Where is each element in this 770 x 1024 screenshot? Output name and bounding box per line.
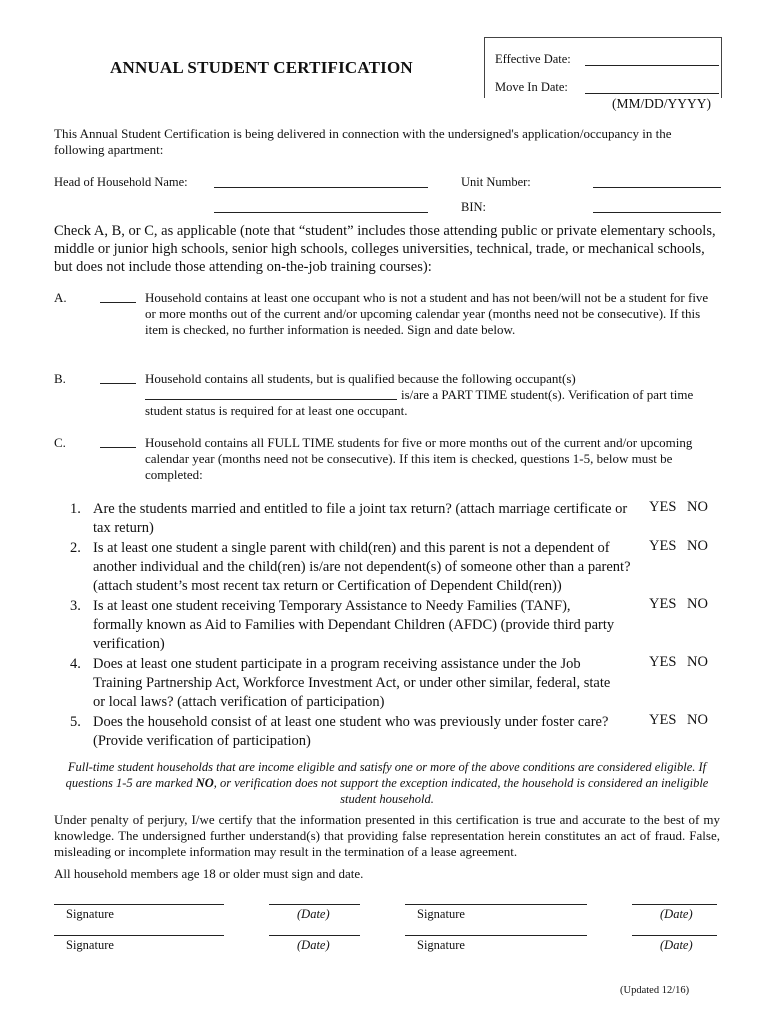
option-c-letter: C. [54, 435, 66, 450]
option-b-letter: B. [54, 371, 66, 386]
intro-text: This Annual Student Certification is being delivered in connection with the undersigned's application/occupancy in the following apartment: [54, 126, 672, 157]
bin-label: BIN: [461, 200, 486, 214]
option-c-text: Household contains all FULL TIME students for five or more months out of the current and/or upcoming calendar year (months need not be consecutive). If this item is checked, questions 1-5, below must be completed: [145, 435, 693, 482]
date-line[interactable] [269, 935, 360, 936]
question-text: Is at least one student a single parent with child(ren) and this parent is not a dependent of another individual and the child(ren) is/are not dependent(s) of someone other than a parent? (attach student’s most recent tax return or Certification of Dependent Child(ren)) [93, 540, 631, 594]
form-title: ANNUAL STUDENT CERTIFICATION [110, 58, 413, 77]
date-label: (Date) [297, 907, 330, 921]
option-a-checkbox[interactable] [100, 302, 136, 303]
date-format-hint: (MM/DD/YYYY) [612, 96, 711, 111]
unit-number-field[interactable] [593, 187, 721, 188]
move-in-date-field[interactable] [585, 93, 719, 94]
option-b-text-1: Household contains all students, but is qualified because the following occupant(s) [145, 371, 576, 386]
yes-option[interactable]: YES [649, 654, 677, 670]
option-b-checkbox[interactable] [100, 383, 136, 384]
question-number: 2. [70, 540, 81, 556]
question-number: 1. [70, 501, 81, 517]
signature-line[interactable] [54, 904, 224, 905]
yes-option[interactable]: YES [649, 712, 677, 728]
option-b-text-2: is/are a PART TIME student(s). Verification of part time student status is required for at least one occupant. [145, 387, 694, 418]
no-option[interactable]: NO [687, 538, 708, 554]
signature-label: Signature [417, 907, 465, 921]
move-in-date-label: Move In Date: [495, 80, 568, 94]
head-of-household-field[interactable] [214, 187, 428, 188]
question-number: 5. [70, 714, 81, 730]
question-text: Does at least one student participate in a program receiving assistance under the Job Training Partnership Act, Workforce Investment Act, or under other similar, federal, state or local laws? (attach verification of participation) [93, 656, 611, 710]
signature-line[interactable] [405, 935, 587, 936]
date-line[interactable] [632, 904, 717, 905]
signature-label: Signature [66, 907, 114, 921]
date-label: (Date) [660, 938, 693, 952]
yes-option[interactable]: YES [649, 596, 677, 612]
yes-option[interactable]: YES [649, 499, 677, 515]
date-line[interactable] [632, 935, 717, 936]
question-text: Are the students married and entitled to file a joint tax return? (attach marriage certificate or tax return) [93, 501, 628, 536]
date-label: (Date) [660, 907, 693, 921]
sign-note: All household members age 18 or older must sign and date. [54, 866, 364, 881]
no-option[interactable]: NO [687, 499, 708, 515]
no-option[interactable]: NO [687, 596, 708, 612]
no-option[interactable]: NO [687, 654, 708, 670]
yes-option[interactable]: YES [649, 538, 677, 554]
signature-line[interactable] [54, 935, 224, 936]
question-number: 4. [70, 656, 81, 672]
effective-date-label: Effective Date: [495, 52, 571, 66]
question-text: Is at least one student receiving Temporary Assistance to Needy Families (TANF), formally known as Aid to Families with Dependant Children (AFDC) (provide third party verification) [93, 598, 615, 652]
signature-line[interactable] [405, 904, 587, 905]
question-number: 3. [70, 598, 81, 614]
signature-label: Signature [417, 938, 465, 952]
question-text: Does the household consist of at least one student who was previously under foster care? (Provide verification of participation) [93, 714, 609, 749]
bin-field[interactable] [593, 212, 721, 213]
option-c-checkbox[interactable] [100, 447, 136, 448]
date-label: (Date) [297, 938, 330, 952]
updated-note: (Updated 12/16) [620, 985, 690, 996]
no-option[interactable]: NO [687, 712, 708, 728]
head-of-household-field-2[interactable] [214, 212, 428, 213]
option-a-letter: A. [54, 290, 67, 305]
option-a-text: Household contains at least one occupant who is not a student and has not been/will not be a student for five or more months out of the current and/or upcoming calendar year (months need not be consecutive). If this item is checked, no further information is needed. Sign and date below. [145, 290, 709, 337]
date-line[interactable] [269, 904, 360, 905]
head-of-household-label: Head of Household Name: [54, 175, 188, 189]
perjury-statement: Under penalty of perjury, I/we certify that the information presented in this certification is true and accurate to the best of my knowledge. The undersigned further understand(s) that providing false representation herein constitutes an act of fraud. False, misleading or incomplete information may result in the termination of a lease agreement. [54, 812, 720, 859]
unit-number-label: Unit Number: [461, 175, 531, 189]
check-instruction: Check A, B, or C, as applicable (note that “student” includes those attending public or private elementary schools, middle or junior high schools, senior high schools, colleges universities, technical, trade, or mechanical schools, but does not include those attending on-the-job training courses): [54, 223, 716, 275]
effective-date-field[interactable] [585, 65, 719, 66]
signature-label: Signature [66, 938, 114, 952]
eligibility-notice: Full-time student households that are income eligible and satisfy one or more of the above conditions are considered eligible. If questions 1-5 are marked NO, or verification does not support the exception indicated, the household is considered an ineligible student household. [65, 760, 709, 806]
